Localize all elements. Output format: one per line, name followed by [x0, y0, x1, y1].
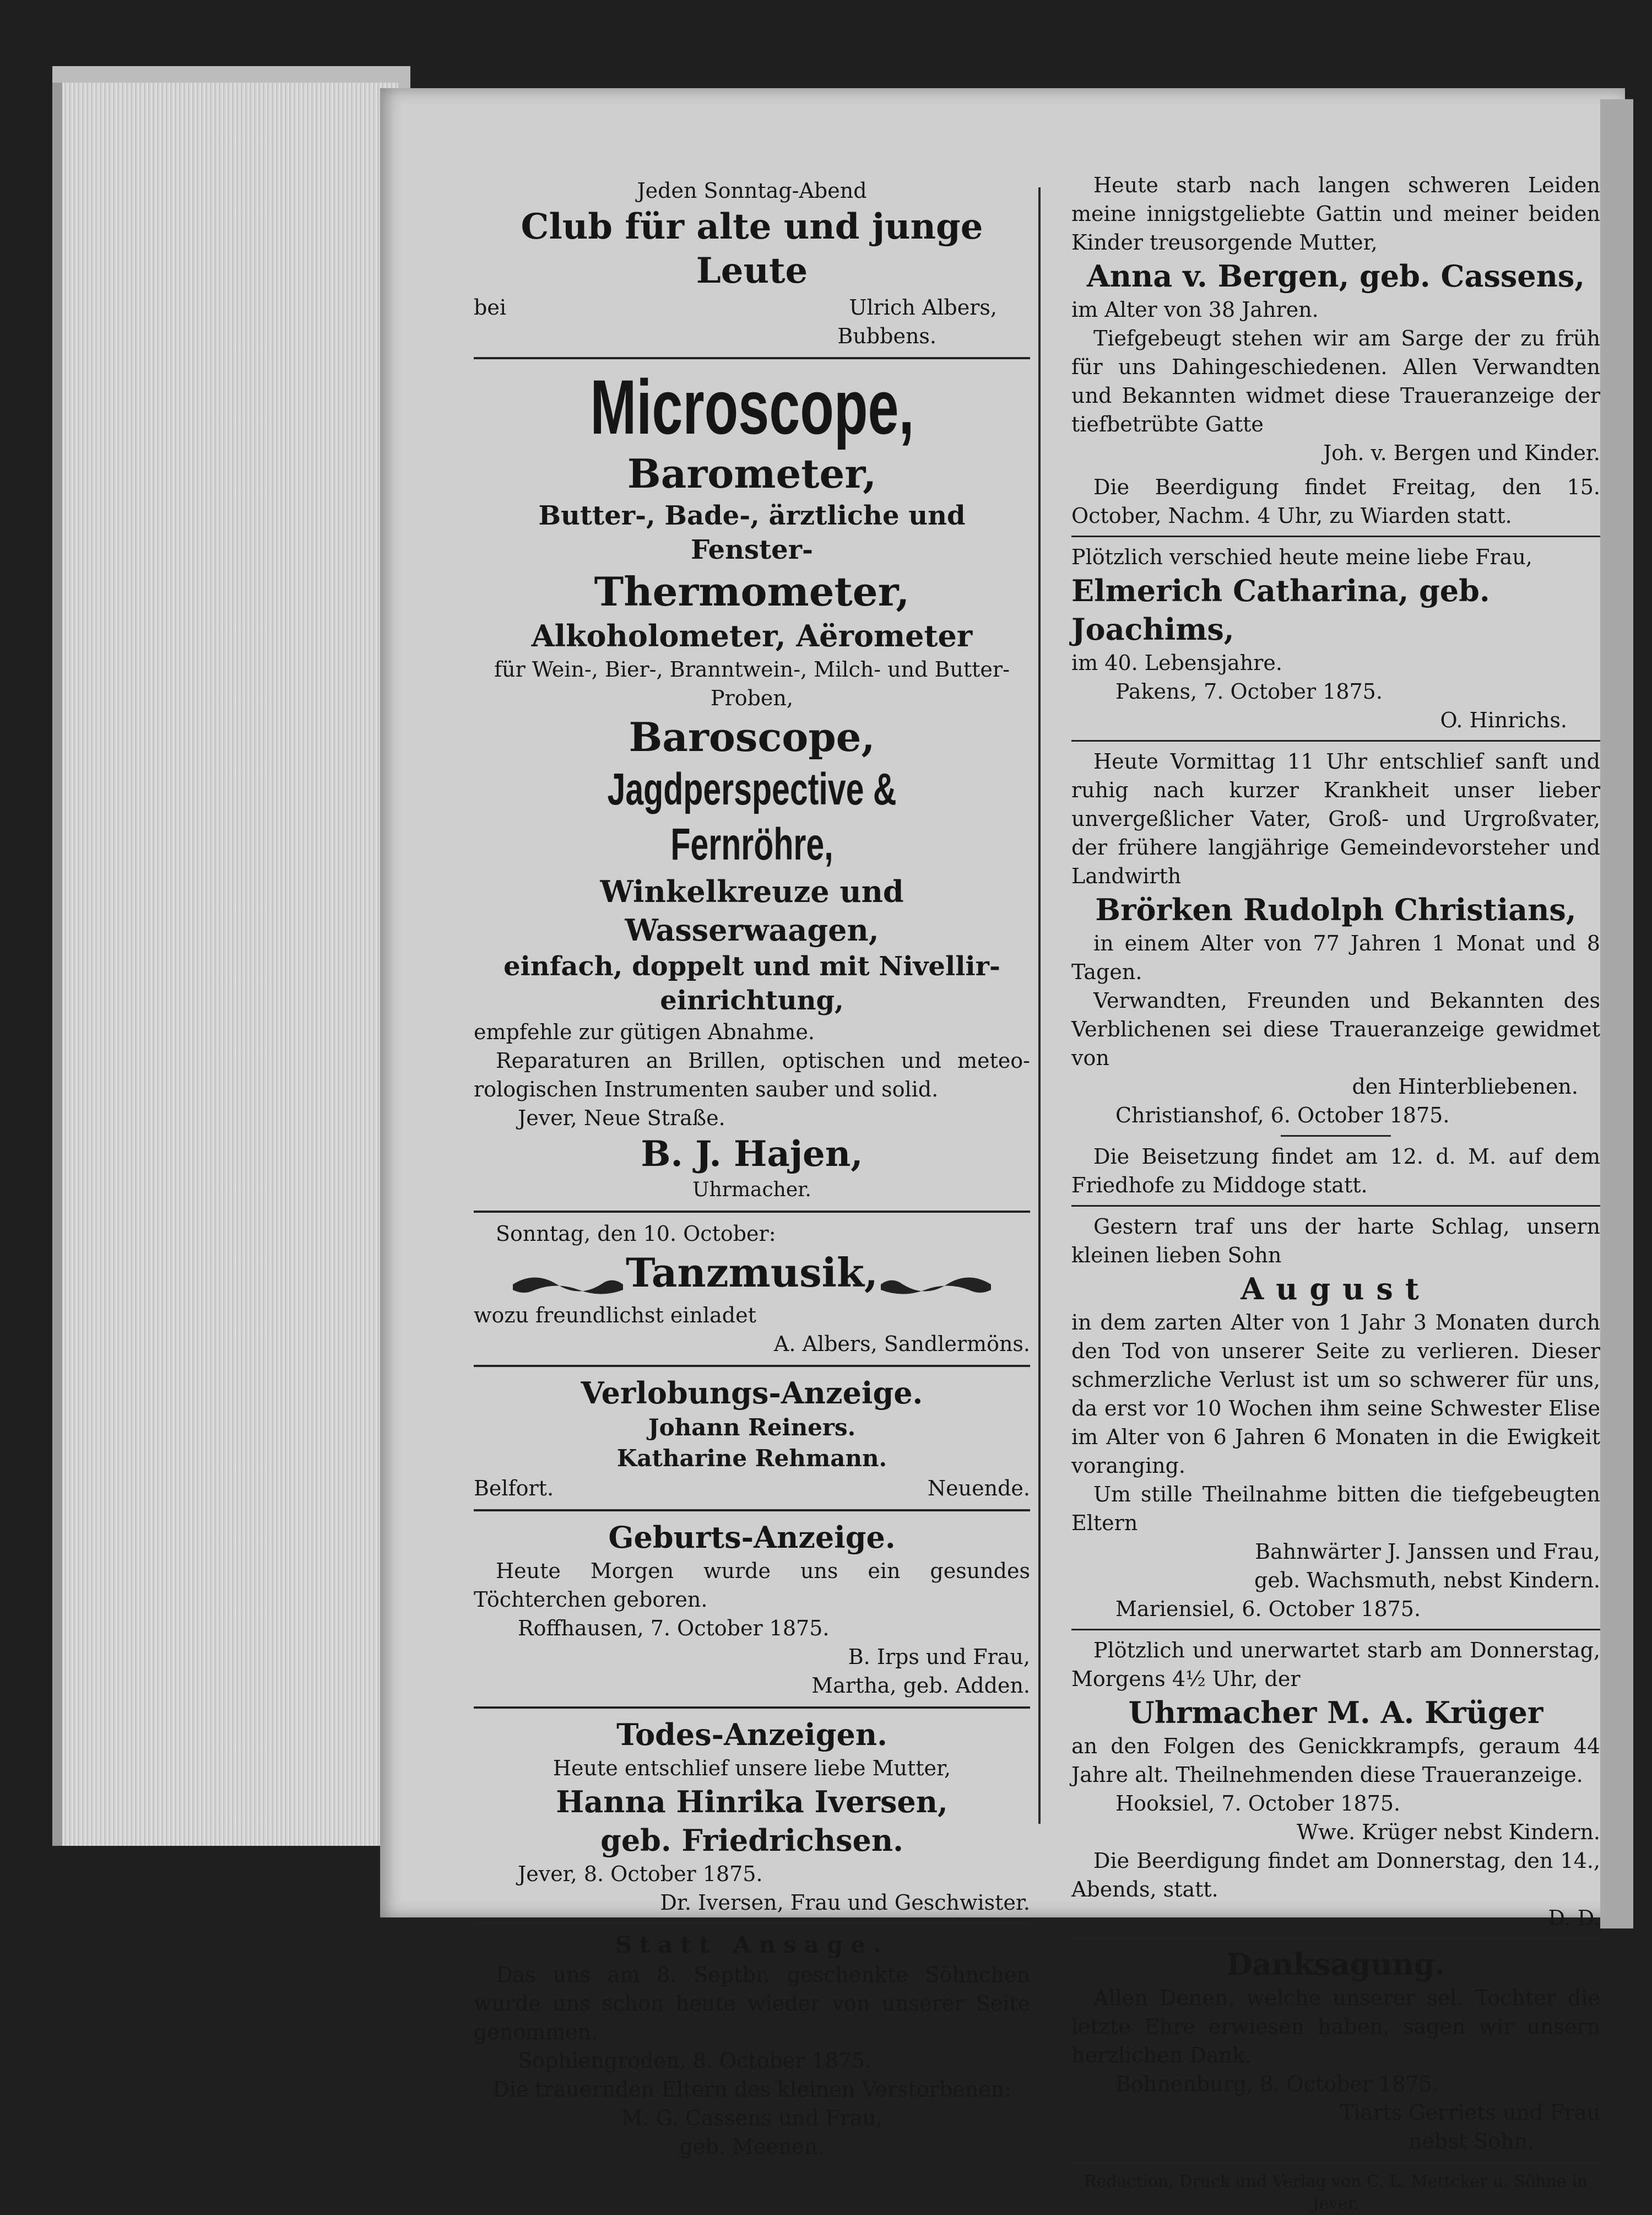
tanz-date: Sonntag, den 10. October: — [496, 1222, 776, 1246]
todes-signature: Dr. Iversen, Frau und Geschwister. — [660, 1890, 1030, 1915]
verlobung-place1: Belfort. — [474, 1476, 554, 1500]
danksagung-notice — [1071, 1945, 1600, 2155]
ad-alkoholometer: Alkoholometer, Aërometer — [531, 618, 973, 653]
ad-winkelkreuze: Winkelkreuze und Wasserwaagen, — [600, 874, 904, 948]
geburt-sig2: Martha, geb. Adden. — [811, 1673, 1030, 1698]
todes-place: Jever, 8. October 1875. — [518, 1861, 763, 1886]
statt-sig2: geb. Meenen. — [679, 2134, 825, 2159]
geburt-text: Heute Morgen wurde uns ein gesundes Töchterchen geboren. — [474, 1558, 1030, 1612]
tanz-title: Tanzmusik, — [626, 1249, 878, 1296]
ad-trade: Uhrmacher. — [692, 1179, 811, 1201]
christians-place: Christianshof, 6. October 1875. — [1115, 1103, 1450, 1127]
christians-burial: Die Beisetzung findet am 12. d. M. auf dem Friedhofe zu Middoge statt. — [1071, 1144, 1600, 1197]
geburt-place: Roffhausen, 7. October 1875. — [518, 1616, 830, 1640]
bergen-text2: Tiefgebeugt stehen wir am Sarge der zu früh für uns Dahingeschiedenen. Allen Verwandten und Bekannten widmet diese Traueranzeige der tiefbetrübte Gatte — [1071, 326, 1600, 436]
ad-microscope: Microscope, — [589, 364, 914, 450]
christians-age: in einem Alter von 77 Jahren 1 Monat und 8 Tagen. — [1071, 931, 1600, 984]
august-place: Mariensiel, 6. October 1875. — [1115, 1597, 1421, 1621]
geburt-title: Geburts-Anzeige. — [608, 1519, 896, 1555]
danksagung-title: Danksagung. — [1226, 1947, 1445, 1982]
krueger-name: Uhrmacher M. A. Krüger — [1128, 1695, 1543, 1730]
bergen-name: Anna v. Bergen, geb. Cassens, — [1086, 258, 1585, 294]
christians-signature: den Hinterbliebenen. — [1352, 1074, 1578, 1099]
august-text2: Um stille Theilnahme bitten die tiefgebeugten Eltern — [1071, 1482, 1600, 1535]
imprint-footer: Redaction, Druck und Verlag von C. L. Mettcker u. Söhne in Jever. — [1084, 2172, 1588, 2213]
todes-line1: Heute entschlief unsere liebe Mutter, — [553, 1755, 951, 1780]
club-line1: Jeden Sonntag-Abend — [637, 179, 867, 203]
ad-address: Jever, Neue Straße. — [518, 1106, 725, 1130]
august-sig1: Bahnwärter J. Janssen und Frau, — [1255, 1539, 1600, 1564]
ad-baroscope: Baroscope, — [629, 714, 875, 760]
bergen-signature: Joh. v. Bergen und Kinder. — [1323, 441, 1600, 465]
ad-barometer: Barometer, — [627, 450, 877, 497]
ad-proben: Proben, — [711, 686, 793, 710]
statt-text: Das uns am 8. Septbr. geschenkte Söhnchen wurde uns schon heute wieder von unserer Seite genommen. — [474, 1962, 1030, 2044]
statt-line2: Die trauernden Eltern des kleinen Verstorbenen: — [492, 2077, 1011, 2101]
christians-text2: Verwandten, Freunden und Bekannten des Verblichenen sei diese Traueranzeige gewidmet von — [1071, 988, 1600, 1070]
statt-place: Sophiengroden, 8. October 1875. — [518, 2048, 872, 2073]
krueger-line1: Plötzlich und unerwartet starb am Donnerstag, Morgens 4½ Uhr, der — [1071, 1638, 1600, 1691]
elmerich-place: Pakens, 7. October 1875. — [1115, 679, 1383, 704]
verlobung-name1: Johann Reiners. — [648, 1413, 856, 1441]
krueger-signature: Wwe. Krüger nebst Kindern. — [1297, 1820, 1600, 1844]
elmerich-notice — [1071, 543, 1600, 734]
elmerich-name: Elmerich Catharina, geb. Joachims, — [1071, 573, 1490, 647]
column-divider — [1038, 187, 1041, 1824]
ad-reparaturen: Reparaturen an Brillen, optischen und meteo-rologischen Instrumenten sauber und solid. — [474, 1049, 1030, 1101]
club-ad — [474, 176, 1030, 350]
krueger-burial: Die Beerdigung findet am Donnerstag, den 14., Abends, statt. — [1071, 1849, 1600, 1901]
tanz-ad — [474, 1219, 1030, 1358]
left-column — [474, 176, 1030, 2161]
bergen-age: im Alter von 38 Jahren. — [1071, 298, 1319, 322]
ornament-left-icon — [513, 1268, 623, 1301]
statt-notice — [474, 1930, 1030, 2161]
ad-fuer: für Wein-, Bier-, Branntwein-, Milch- und Butter- — [494, 657, 1010, 682]
book-page-edges — [52, 83, 398, 1846]
tanz-invite: wozu freundlichst einladet — [474, 1303, 756, 1327]
christians-name: Brörken Rudolph Christians, — [1095, 892, 1577, 927]
krueger-text: an den Folgen des Genickkrampfs, geraum 44 Jahre alt. Theilnehmenden diese Traueranzeige. — [1071, 1734, 1600, 1787]
verlobung-name2: Katharine Rehmann. — [616, 1444, 887, 1472]
todes-name2: geb. Friedrichsen. — [600, 1822, 903, 1858]
august-text: in dem zarten Alter von 1 Jahr 3 Monaten durch den Tod von unserer Seite zu verlieren. Dieser schmerzliche Verlust ist um so schwerer für uns, da erst vor 10 Wochen ihm seine Schwester Elise im Alter von 6 Jahren 6 Monaten in die Ewigkeit voranging. — [1071, 1310, 1600, 1478]
elmerich-signature: O. Hinrichs. — [1440, 708, 1567, 732]
ad-einfach: einfach, doppelt und mit Nivellir- — [503, 951, 1000, 982]
tanz-host: A. Albers, Sandlermöns. — [773, 1331, 1030, 1356]
verlobung-title: Verlobungs-Anzeige. — [581, 1375, 923, 1411]
bergen-notice — [1071, 171, 1600, 530]
ad-einrichtung: einrichtung, — [660, 985, 844, 1016]
statt-title: Statt Ansage. — [615, 1931, 889, 1958]
elmerich-line1: Plötzlich verschied heute meine liebe Frau, — [1071, 545, 1532, 569]
verlobung-place2: Neuende. — [927, 1476, 1030, 1500]
verlobung-notice — [474, 1374, 1030, 1503]
geburt-notice — [474, 1518, 1030, 1700]
ad-butter: Butter-, Bade-, ärztliche und Fenster- — [538, 500, 966, 565]
club-bei: bei — [474, 295, 506, 320]
ad-empfehle: empfehle zur gütigen Abnahme. — [474, 1020, 815, 1044]
august-line1: Gestern traf uns der harte Schlag, unsern kleinen lieben Sohn — [1071, 1214, 1600, 1267]
ad-name: B. J. Hajen, — [641, 1133, 863, 1175]
bergen-burial: Die Beerdigung findet Freitag, den 15. October, Nachm. 4 Uhr, zu Wiarden statt. — [1071, 475, 1600, 528]
todes-name1: Hanna Hinrika Iversen, — [556, 1784, 948, 1819]
august-sig2: geb. Wachsmuth, nebst Kindern. — [1254, 1568, 1600, 1592]
club-host: Ulrich Albers, — [849, 295, 997, 320]
club-place: Bubbens. — [837, 324, 936, 348]
ad-thermometer: Thermometer, — [594, 568, 910, 615]
club-title: Club für alte und junge Leute — [521, 206, 983, 291]
right-column — [1071, 171, 1600, 2215]
august-notice — [1071, 1212, 1600, 1623]
danksagung-sig1: Tiarts Gerriets und Frau — [1340, 2100, 1600, 2125]
page-right-edge — [1600, 99, 1633, 1928]
christians-text: Heute Vormittag 11 Uhr entschlief sanft und ruhig nach kurzer Krankheit unser lieber unvergeßlicher Vater, Groß- und Urgroßvater, der frühere langjährige Gemeindevorsteher und Landwirth — [1071, 749, 1600, 888]
danksagung-sig2: nebst Sohn. — [1408, 2129, 1534, 2153]
krueger-initials: D. D. — [1548, 1906, 1600, 1930]
statt-sig1: M. G. Cassens und Frau, — [621, 2105, 883, 2130]
christians-notice — [1071, 747, 1600, 1200]
todes-notice — [474, 1715, 1030, 1917]
krueger-notice — [1071, 1636, 1600, 1932]
bergen-text: Heute starb nach langen schweren Leiden meine innigstgeliebte Gattin und meiner beiden Kinder treusorgende Mutter, — [1071, 173, 1600, 255]
elmerich-age: im 40. Lebensjahre. — [1071, 651, 1282, 675]
danksagung-text: Allen Denen, welche unserer sel. Tochter die letzte Ehre erwiesen haben, sagen wir unsern herzlichen Dank. — [1071, 1986, 1600, 2067]
august-name: August — [1241, 1271, 1431, 1306]
todes-title: Todes-Anzeigen. — [616, 1716, 887, 1752]
krueger-place: Hooksiel, 7. October 1875. — [1115, 1791, 1401, 1816]
instrument-ad — [474, 360, 1030, 1204]
ornament-right-icon — [881, 1268, 991, 1301]
danksagung-place: Bohnenburg, 8. October 1875. — [1115, 2072, 1439, 2096]
ad-jagdperspective: Jagdperspective & Fernröhre, — [607, 764, 897, 869]
geburt-sig1: B. Irps und Frau, — [848, 1644, 1030, 1669]
